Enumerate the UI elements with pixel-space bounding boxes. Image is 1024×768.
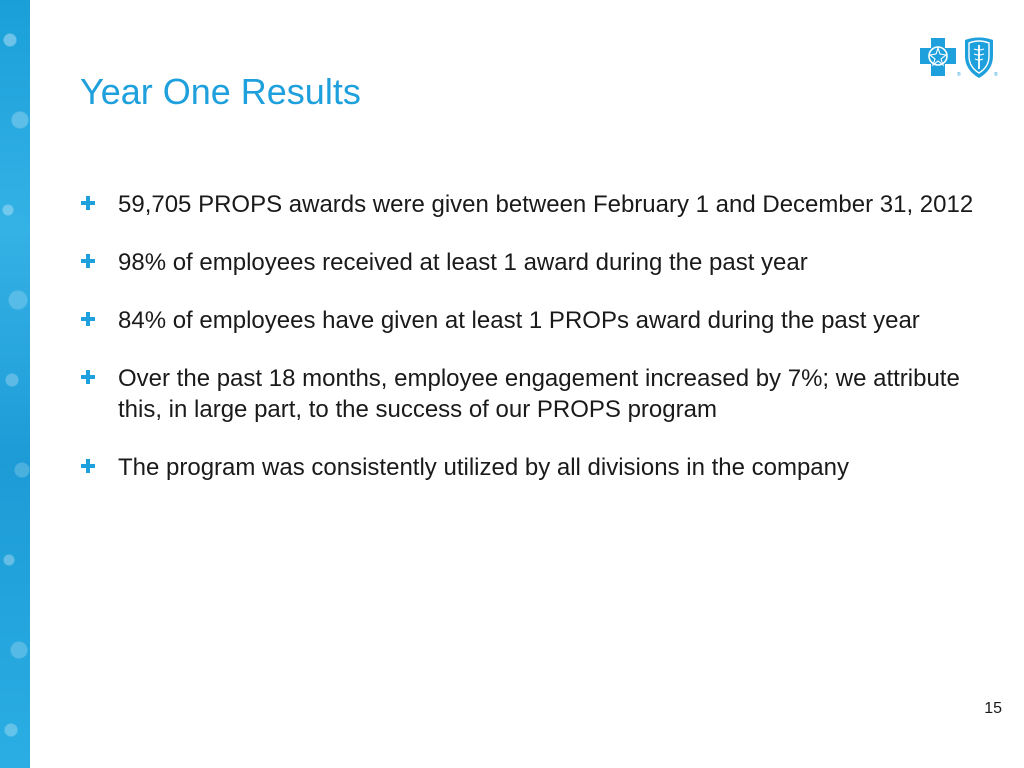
bullet-item [80,363,980,425]
plus-bullet-icon [81,459,95,473]
bullet-item [80,452,980,483]
svg-text:®: ® [994,72,998,78]
company-logo [918,34,1000,80]
bullet-text: 59,705 PROPS awards were given between February 1 and December 31, 2012 [118,191,974,218]
plus-bullet-icon [81,370,95,384]
bullet-text: The program was consistently utilized by all divisions in the company [118,454,850,481]
plus-bullet-icon [81,254,95,268]
slide-title: Year One Results [80,71,361,112]
decorative-side-bar [0,0,30,768]
bullet-item [80,247,980,278]
plus-bullet-icon [81,196,95,210]
logo-graphic [918,34,1000,80]
blue-cross-icon [920,38,956,76]
bullet-item [80,189,980,220]
blue-shield-icon [965,38,993,79]
plus-bullet-icon [81,312,95,326]
page-number: 15 [984,700,1002,717]
bullet-text: 98% of employees received at least 1 award during the past year [118,249,808,276]
bullet-text: 84% of employees have given at least 1 PROPs award during the past year [118,307,920,334]
bullet-text: Over the past 18 months, employee engagement increased by 7%; we attribute this, in large part, to the success of our PROPS program [118,365,960,423]
bullet-item [80,305,980,336]
svg-text:®: ® [957,72,961,78]
bullet-list [80,189,980,510]
